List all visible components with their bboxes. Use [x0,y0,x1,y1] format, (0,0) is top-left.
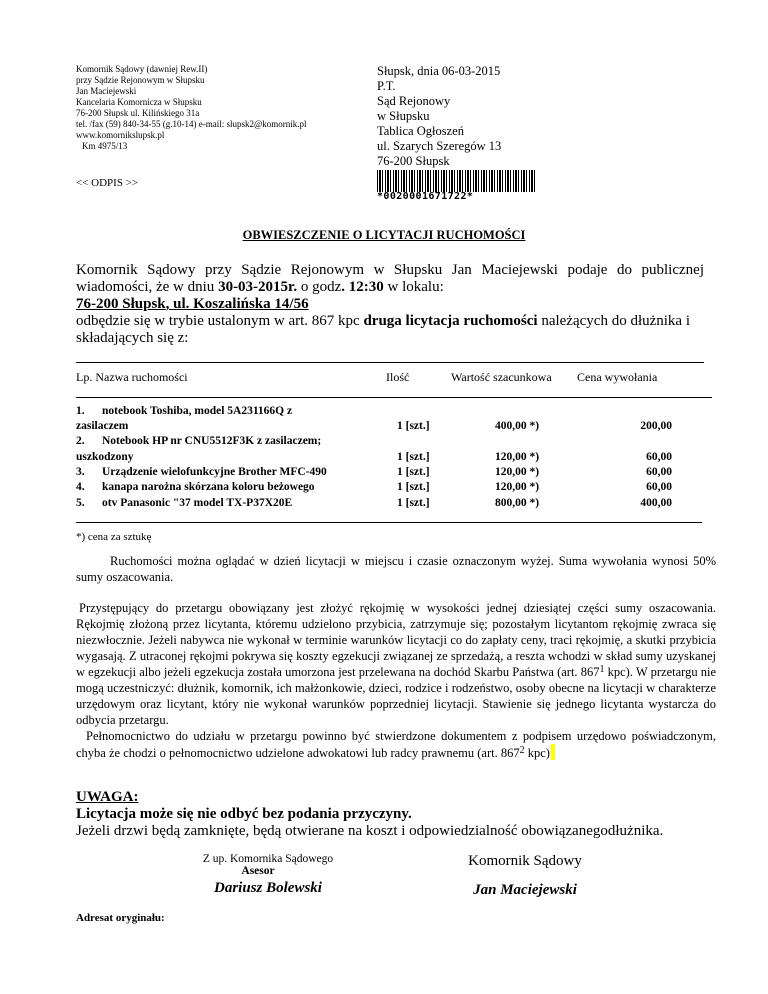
superscript: 2 [519,745,525,756]
signature-left-role: Z up. Komornika Sądowego [202,853,334,865]
paragraph-viewing-text: Ruchomości można oglądać w dzień licytacji w miejscu i czasie oznaczonym wyżej. Suma wywołania wynosi 50% sumy oszacowania. [76,554,716,584]
item-value: 120,00 *) [495,481,540,493]
place-date: Słupsk, dnia 06-03-2015 [377,64,501,78]
item-num: 1. [76,405,85,417]
table-rule-bottom [76,522,702,523]
footnote: *) cena za sztukę [76,531,152,543]
location-city: 76-200 Słupsk [76,296,166,312]
item-qty: 1 [szt.] [397,420,430,432]
intro-line-2 [76,279,704,296]
item-name-cont: uszkodzony [76,451,134,463]
sender-line: 76-200 Słupsk ul. Kilińskiego 31a [76,108,200,118]
barcode [377,170,535,202]
intro-text: w lokalu: [383,279,444,295]
item-value: 800,00 *) [495,497,540,509]
item-name: notebook Toshiba, model 5A231166Q z [102,405,293,417]
paragraph-deposit-text-cont: kpc). W przetargu nie mogą uczestniczyć: dłużnik, komornik, ich małżonkowie, dzieci, rodzice i rodzeństwo, osoby obecne na licytacji w charakterze urzędowym oraz licytant, który nie wykonał warunków poprzedniej licytacji. Stawienie się jednego licytanta wystarcza do odbycia przetargu. [76,665,717,727]
sender-line: przy Sądzie Rejonowym w Słupsku [76,75,205,85]
document-title: OBWIESZCZENIE O LICYTACJI RUCHOMOŚCI [242,228,526,242]
item-price: 60,00 [646,451,672,463]
col-header-value: Wartość szacunkowa [451,370,552,384]
location-separator: , [165,296,174,312]
recipient-line: P.T. [377,79,396,93]
item-name: kanapa narożna skórzana koloru beżowego [102,481,315,493]
notice-line: Licytacja może się nie odbyć bez podania przyczyny. [76,806,412,822]
odpis-label: << ODPIS >> [76,177,139,189]
signature-left-name: Dariusz Bolewski [214,880,322,896]
item-qty: 1 [szt.] [397,451,430,463]
paragraph-proxy-text-cont: kpc) [524,746,550,760]
recipient-line: 76-200 Słupsk [377,154,450,168]
item-num: 3. [76,466,85,478]
case-number: Km 4975/13 [82,141,128,151]
barcode-text: *0020001671722* [377,191,474,202]
paragraph-viewing [76,554,716,585]
item-qty: 1 [szt.] [397,497,430,509]
recipient-line: Sąd Rejonowy [377,94,451,108]
location-street: ul. Koszalińska 14/56 [173,296,309,312]
intro-text: wiadomości, że w dniu [76,279,219,295]
intro-line-5: składających się z: [76,330,189,346]
item-price: 400,00 [640,497,672,509]
notice-block [76,789,663,840]
highlight-marker [551,744,555,760]
col-header-name: Lp. Nazwa ruchomości [76,370,188,384]
recipient-line: Tablica Ogłoszeń [377,124,464,138]
paragraph-proxy [76,728,716,761]
intro-paragraph [76,262,704,347]
recipient-line: ul. Szarych Szeregów 13 [377,139,502,153]
intro-text: o godz [297,279,342,295]
col-header-qty: Ilość [386,370,410,384]
sender-line: www.komornikslupsk.pl [76,130,165,140]
item-price: 60,00 [646,466,672,478]
item-value: 400,00 *) [495,420,540,432]
col-header-price: Cena wywołania [577,370,658,384]
item-num: 4. [76,481,85,493]
item-num: 2. [76,435,85,447]
paragraph-deposit-text: Przystępujący do przetargu obowiązany jest złożyć rękojmię w wysokości jednej dziesiątej części sumy oszacowania. Rękojmię złożoną przez licytanta, któremu udzielono przybicia, zatrzymuje się; pozostałym licytantom rękojmię zwraca się niezwłocznie. Jeżeli nabywca nie wykonał w terminie warunków licytacji co do zapłaty ceny, traci rękojmię, a skutki przybicia wygasają. Z utraconej rękojmi pokrywa się koszty egzekucji związanej ze sprzedażą, a reszta wchodzi w skład sumy uzyskanej w egzekucji albo jeżeli egzekucja została umorzona jest przelewana na dochód Skarbu Państwa (art. 867 [76,601,716,679]
sender-line: Kancelaria Komornicza w Słupsku [76,97,202,107]
item-price: 60,00 [646,481,672,493]
barcode-bars [377,170,535,192]
item-qty: 1 [szt.] [397,481,430,493]
sender-block [76,64,307,152]
item-name-cont: zasilaczem [76,420,129,432]
signature-left-title: Asesor [241,865,275,877]
item-qty: 1 [szt.] [397,466,430,478]
item-name: otv Panasonic "37 model TX-P37X20E [102,497,293,509]
auction-location [76,296,704,313]
paragraph-proxy-text: Pełnomocnictwo do udziału w przetargu powinno być stwierdzone dokumentem z podpisem urzędowo poświadczonym, chyba że chodzi o pełnomocnictwo udzielone adwokatowi lub radcy prawnemu (art. 867 [76,729,716,760]
item-price: 200,00 [640,420,672,432]
recipient-block [377,64,501,169]
intro-line-4 [76,313,704,330]
item-name: Notebook HP nr CNU5512F3K z zasilaczem; [102,435,322,447]
table-rule-top [76,362,704,363]
paragraph-deposit [76,600,716,728]
notice-line: Jeżeli drzwi będą zamknięte, będą otwierane na koszt i odpowiedzialność obowiązanegodłużnika. [76,823,664,839]
item-value: 120,00 *) [495,466,540,478]
sender-line: tel. /fax (59) 840-34-55 (g.10-14) e-mail: slupsk2@komornik.pl [76,119,307,129]
recipient-line: w Słupsku [377,109,430,123]
intro-line-1: Komornik Sądowy przy Sądzie Rejonowym w Słupsku Jan Maciejewski podaje do publicznej [76,262,704,278]
superscript: 1 [599,664,605,675]
signature-right-name: Jan Maciejewski [473,882,577,898]
addressee-label: Adresat oryginału: [76,912,165,924]
sender-line: Jan Maciejewski [76,86,137,96]
notice-heading: UWAGA: [76,789,139,805]
item-value: 120,00 *) [495,451,540,463]
item-name: Urządzenie wielofunkcyjne Brother MFC-490 [102,466,327,478]
sender-line: Komornik Sądowy (dawniej Rew.II) [76,64,208,74]
intro-text: należących do dłużnika i [537,313,691,329]
signature-left [168,853,368,897]
signature-right-role: Komornik Sądowy [468,853,582,869]
auction-time: . 12:30 [341,279,384,295]
intro-text: odbędzie się w trybie ustalonym w art. 867 kpc [76,313,364,329]
auction-type: druga licytacja ruchomości [363,313,538,329]
table-rule-header [76,397,712,398]
paragraph-rules [76,600,716,761]
signature-right [440,853,610,899]
item-num: 5. [76,497,85,509]
auction-date: 30-03-2015r. [218,279,298,295]
